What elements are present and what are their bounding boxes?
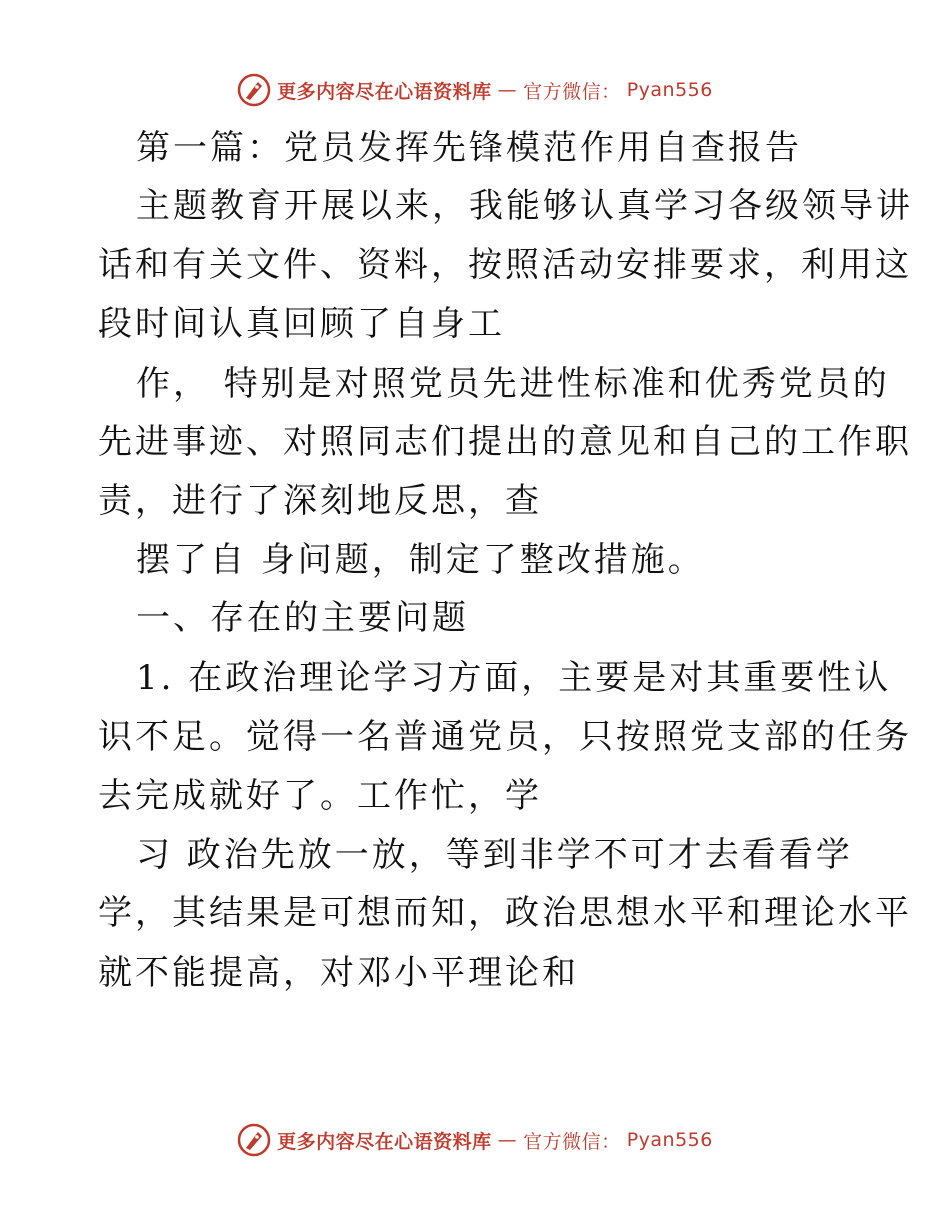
paragraph-line: 摆了自 身问题，制定了整改措施。 [136, 540, 705, 580]
watermark-label: 官方微信： [523, 1130, 621, 1153]
paragraph-line: 责，进行了深刻地反思，查 [98, 481, 542, 521]
paragraph-line: 去完成就好了。工作忙，学 [98, 776, 542, 816]
paragraph-line: 段时间认真回顾了自身工 [98, 304, 505, 344]
watermark-site-text: 更多内容尽在心语资料库 [277, 80, 492, 103]
paragraph-line: 就不能提高，对邓小平理论和 [98, 953, 579, 993]
watermark-handle: Pyan556 [626, 79, 713, 101]
paragraph-line: 主题教育开展以来，我能够认真学习各级领导讲 [136, 186, 913, 226]
watermark-separator: — [497, 79, 518, 101]
paragraph-line: 学，其结果是可想而知，政治思想水平和理论水平 [98, 893, 912, 933]
section-heading: 一、存在的主要问题 [136, 598, 469, 638]
paragraph-line: 先进事迹、对照同志们提出的意见和自己的工作职 [98, 422, 912, 462]
pen-nib-logo-icon [237, 73, 271, 107]
pen-nib-logo-icon [237, 1123, 271, 1157]
header-watermark [0, 68, 950, 112]
watermark-handle: Pyan556 [626, 1129, 713, 1151]
document-title: 第一篇：党员发挥先锋模范作用自查报告 [136, 128, 802, 168]
paragraph-line: 识不足。觉得一名普通党员，只按照党支部的任务 [98, 717, 912, 757]
footer-watermark [0, 1118, 950, 1162]
watermark-site-text: 更多内容尽在心语资料库 [277, 1130, 492, 1153]
paragraph-line: 1. 在政治理论学习方面，主要是对其重要性认 [136, 658, 892, 698]
watermark-label: 官方微信： [523, 80, 621, 103]
paragraph-line: 作， 特别是对照党员先进性标准和优秀党员的 [136, 364, 890, 404]
paragraph-line: 习 政治先放一放，等到非学不可才去看看学 [136, 835, 853, 875]
paragraph-line: 话和有关文件、资料，按照活动安排要求，利用这 [98, 245, 912, 285]
watermark-separator: — [497, 1129, 518, 1151]
